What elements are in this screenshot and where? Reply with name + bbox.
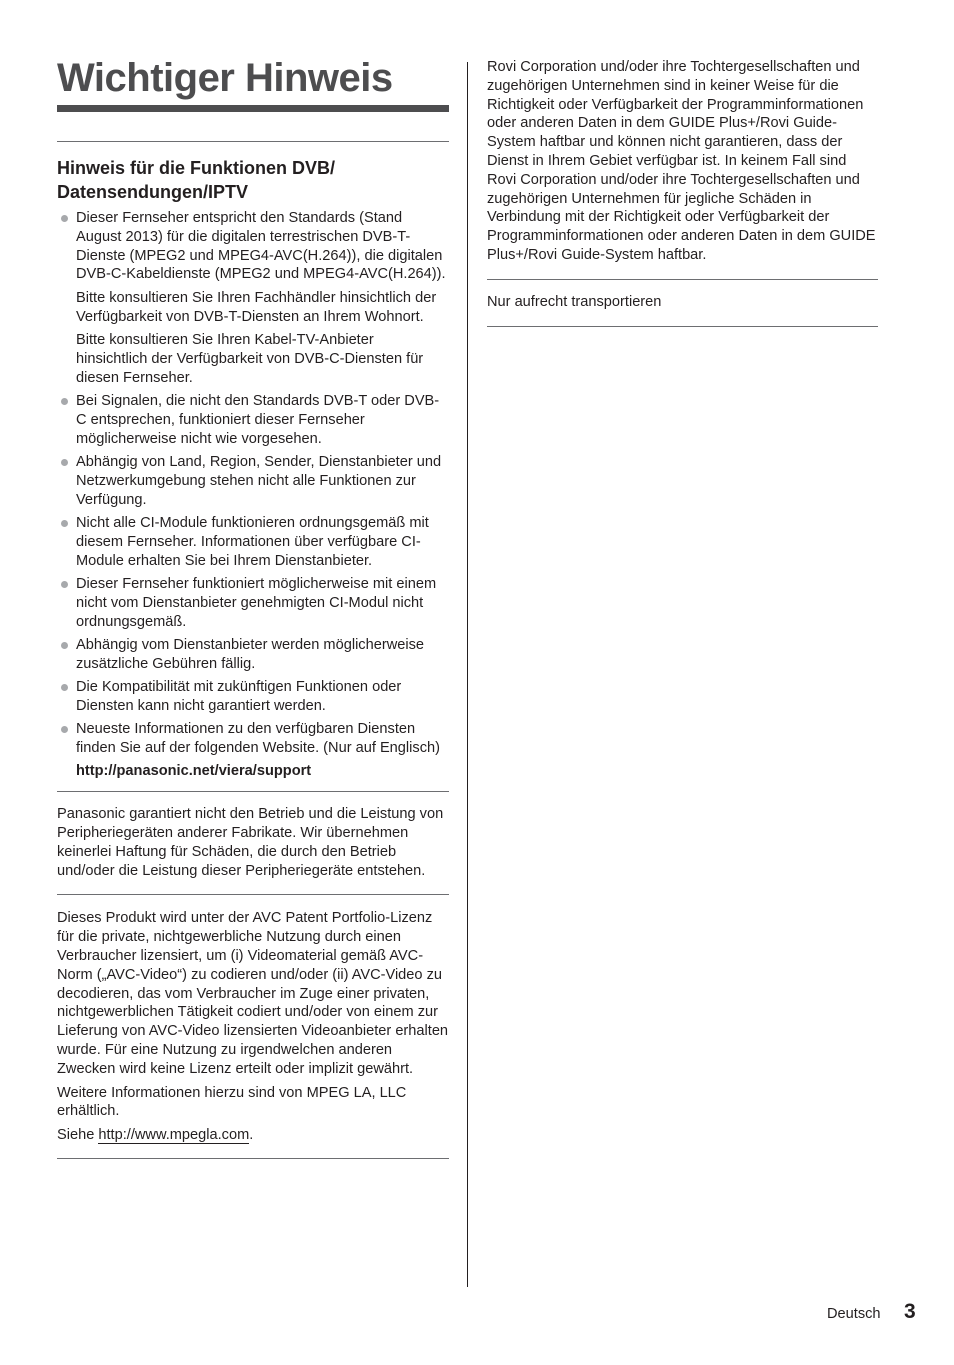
bullet-icon xyxy=(61,581,68,588)
dvb-t-note: Bitte konsultieren Sie Ihren Fachhändler hinsichtlich der Verfügbarkeit von DVB-T-Diensten an Ihrem Wohnort. xyxy=(76,289,437,325)
transport-note: Nur aufrecht transportieren xyxy=(487,293,662,310)
list-item: Dieser Fernseher entspricht den Standards (Stand August 2013) für die digitalen terrestrischen DVB-T-Dienste (MPEG2 und MPEG4-AVC(H.264)), die digitalen DVB-C-Kabeldienste (MPEG2 und MPEG4-AVC(H.264)). Bitte konsultieren Sie Ihren Fachhändler hinsichtlich der Verfügbarkeit von DVB-T-Diensten an Ihrem Wohnort. Bitte konsultieren Sie Ihren Kabel-TV-Anbieter hinsichtlich der Verfügbarkeit von DVB-C-Diensten für diesen Fernseher. xyxy=(57,209,449,387)
right-column xyxy=(487,58,878,327)
support-url-link[interactable]: http://panasonic.net/viera/support xyxy=(76,763,312,780)
section-divider xyxy=(487,326,878,327)
column-divider xyxy=(467,62,468,1287)
footer-language: Deutsch xyxy=(827,1306,881,1322)
title-underline xyxy=(57,105,449,112)
list-item: Abhängig von Land, Region, Sender, Dienstanbieter und Netzwerkumgebung stehen nicht alle Funktionen zur Verfügung. xyxy=(57,453,449,509)
bullet-icon xyxy=(61,215,68,222)
bullet-icon xyxy=(61,642,68,649)
mpegla-link[interactable]: http://www.mpegla.com xyxy=(98,1127,250,1144)
page-number: 3 xyxy=(904,1300,916,1323)
bullet-icon xyxy=(61,459,68,466)
dvb-heading: Hinweis für die Funktionen DVB/ Datensendungen/IPTV xyxy=(57,158,336,202)
list-item: Neueste Informationen zu den verfügbaren Diensten finden Sie auf der folgenden Website. (Nur auf Englisch) http://panasonic.net/viera/support xyxy=(57,720,449,781)
page-title: Wichtiger Hinweis xyxy=(57,56,393,100)
bullet-icon xyxy=(61,726,68,733)
dvb-bullet-list xyxy=(57,209,449,781)
avc-license-text: Dieses Produkt wird unter der AVC Patent Portfolio-Lizenz für die private, nichtgewerbliche Nutzung durch einen Verbraucher lizensiert, um (i) Videomaterial gemäß AVC-Norm („AVC-Video“) zu codieren und/oder (ii) AVC-Video zu decodieren, das vom Verbraucher im Zuge einer privaten, nichtgewerblichen Tätigkeit codiert und/oder von einem zur Lieferung von AVC-Video lizensierten Videoanbieter erhalten wurde. Für eine Nutzung zu irgendwelchen anderen Zwecken wird keine Lizenz erteilt oder implizit gewährt. xyxy=(57,910,449,1077)
list-item: Bei Signalen, die nicht den Standards DVB-T oder DVB-C entsprechen, funktioniert dieser Fernseher möglicherweise nicht wie vorgesehen. xyxy=(57,392,449,448)
bullet-icon xyxy=(61,520,68,527)
list-item: Dieser Fernseher funktioniert möglicherweise mit einem nicht vom Dienstanbieter genehmigten CI-Modul nicht ordnungsgemäß. xyxy=(57,575,449,631)
rovi-note: Rovi Corporation und/oder ihre Tochtergesellschaften und zugehörigen Unternehmen sind in keiner Weise für die Richtigkeit oder Verfügbarkeit der Programminformationen oder anderen Daten in dem GUIDE Plus+/Rovi Guide-System haftbar und können nicht garantieren, dass der Dienst in Ihrem Gebiet verfügbar ist. In keinem Fall sind Rovi Corporation und/oder ihre Tochtergesellschaften und zugehörigen Unternehmen für jegliche Schäden in Verbindung mit der Richtigkeit oder Verfügbarkeit der Programminformationen oder anderen Daten in dem GUIDE Plus+/Rovi Guide-System haftbar. xyxy=(487,59,876,263)
mpegla-reference: Siehe http://www.mpegla.com. xyxy=(57,1127,254,1144)
list-item: Abhängig vom Dienstanbieter werden möglicherweise zusätzliche Gebühren fällig. xyxy=(57,636,449,674)
panasonic-note: Panasonic garantiert nicht den Betrieb und die Leistung von Peripheriegeräten anderer Fabrikate. Wir übernehmen keinerlei Haftung für Schäden, die durch den Betrieb und/oder die Leistung dieser Peripheriegeräte entstehen. xyxy=(57,806,444,879)
section-divider xyxy=(57,894,449,895)
left-column xyxy=(57,55,449,1159)
section-divider xyxy=(487,279,878,280)
dvb-section xyxy=(57,156,449,781)
section-divider xyxy=(57,1158,449,1159)
list-item: Die Kompatibilität mit zukünftigen Funktionen oder Diensten kann nicht garantiert werden. xyxy=(57,678,449,716)
bullet-icon xyxy=(61,684,68,691)
section-divider xyxy=(57,141,449,142)
bullet-icon xyxy=(61,398,68,405)
section-divider xyxy=(57,791,449,792)
avc-section xyxy=(57,909,449,1145)
list-item: Nicht alle CI-Module funktionieren ordnungsgemäß mit diesem Fernseher. Informationen über verfügbare CI-Module erhalten Sie bei Ihrem Dienstanbieter. xyxy=(57,514,449,570)
mpegla-info: Weitere Informationen hierzu sind von MPEG LA, LLC erhältlich. xyxy=(57,1084,407,1120)
dvb-c-note: Bitte konsultieren Sie Ihren Kabel-TV-Anbieter hinsichtlich der Verfügbarkeit von DVB-C-Diensten für diesen Fernseher. xyxy=(76,331,424,386)
